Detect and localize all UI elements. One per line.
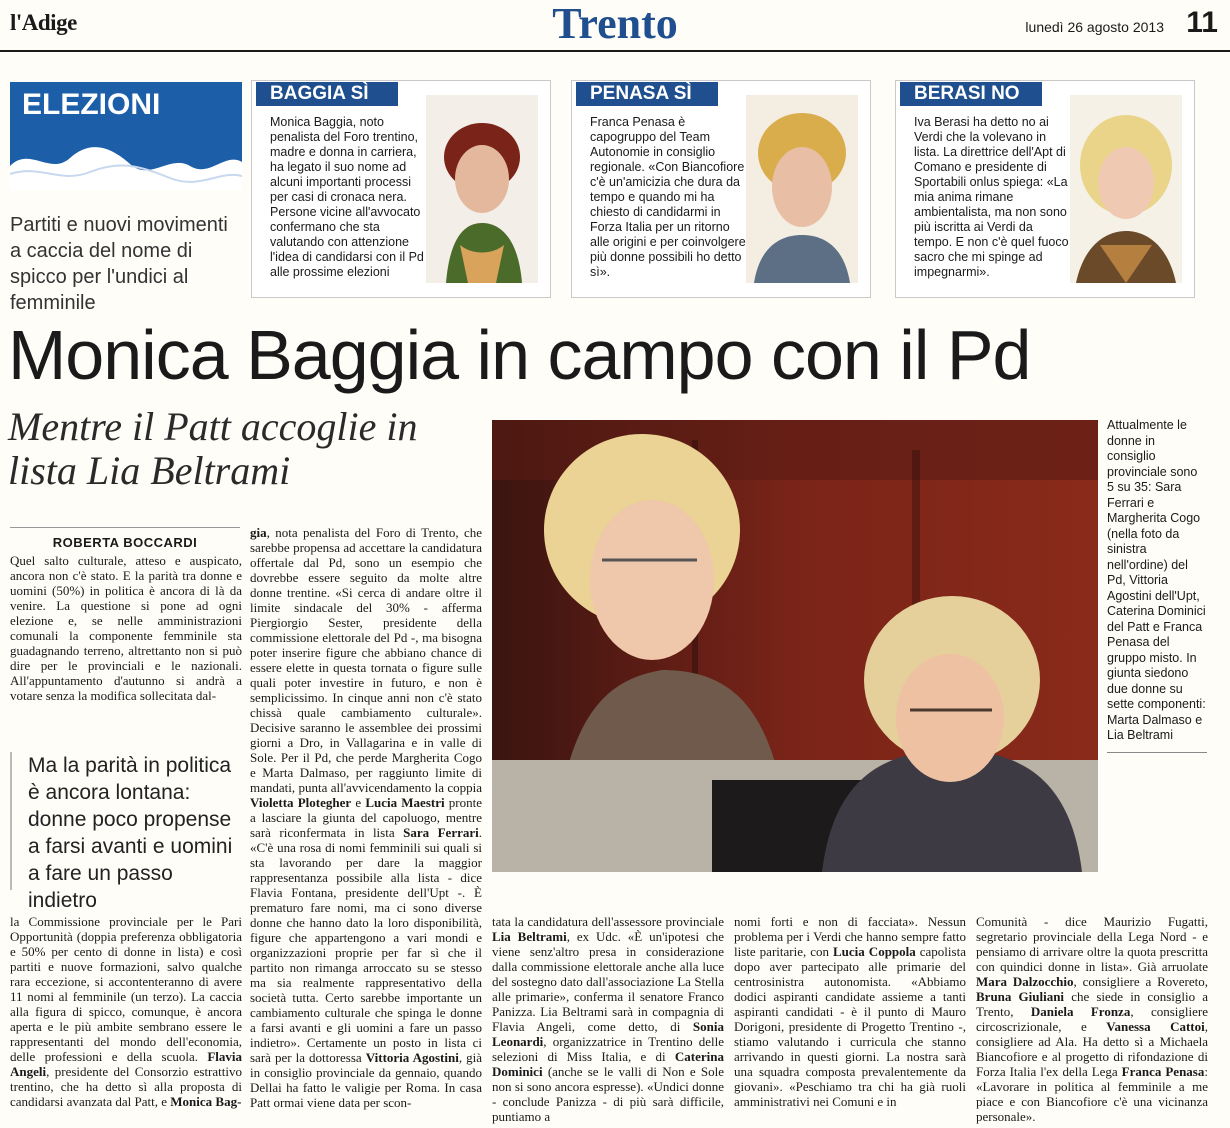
article-photo	[492, 420, 1098, 872]
paragraph: . «C'è una rosa di nomi femminili sui quali si sta lavorando per dare la maggior rappresentanza possibile alla lista - dice Flavia Fontana, presidente dell'Upt -. È prematuro fare nomi, ma ci sono diverse donne che hanno dato la loro disponibilità, figure che appartengono a vari mondi e organizzazioni proprie per far sì che il partito non rimanga arroccato su se stesso ma sia realmente rappresentativo della società tutta. Certo sarebbe importante un cambiamento culturale che spinga le donne a farsi avanti e gli uomini a fare un passo indietro». Certamente un posto in lista ci sarà per la dottoressa	[250, 825, 482, 1065]
paragraph: e	[351, 795, 366, 810]
name-highlight: Monica Bag-	[170, 1094, 242, 1109]
article-headline: Monica Baggia in campo con il Pd	[8, 316, 1031, 394]
section-title: Trento	[552, 0, 678, 48]
caption-rule	[1107, 752, 1207, 753]
name-highlight: Mara Dalzocchio	[976, 974, 1074, 989]
pullquote-rule	[10, 752, 18, 890]
name-highlight: Bruna Giuliani	[976, 989, 1065, 1004]
article-column-4	[734, 914, 966, 1109]
name-highlight: Sonia Leonardi	[492, 1019, 724, 1049]
article-column-2	[250, 525, 482, 1110]
candidate-heading: BAGGIA SÌ	[256, 82, 398, 106]
paragraph: , organizzatrice in Trentino delle selezioni di Miss Italia, e di	[492, 1034, 724, 1064]
name-highlight: gia	[250, 525, 267, 540]
name-highlight: Lucia Maestri	[365, 795, 445, 810]
name-highlight: Violetta Plotegher	[250, 795, 352, 810]
masthead	[0, 0, 1230, 52]
paragraph: , ex Udc. «È un'ipotesi che viene senz'altro presa in considerazione dalla commissione elettorale anche alla luce del sostegno dato dall'associazione La Stella alle primarie», conferma il senatore Franco Panizza. Lia Beltrami sarà in compagnia di Flavia Angeli, come detto, di	[492, 929, 724, 1034]
article-column-1-bottom	[10, 914, 242, 1109]
name-highlight: Flavia Angeli	[10, 1049, 242, 1079]
name-highlight: Caterina Dominici	[492, 1049, 724, 1079]
candidate-text: Monica Baggia, noto penalista del Foro trentino, madre e donna in carriera, ha legato il suo nome ad alcuni importanti processi per casi di cronaca nera. Persone vicine all'avvocato confermano che sta valutando con attenzione l'idea di candidarsi con il Pd alle prossime elezioni	[270, 115, 424, 279]
paragraph: , consigliere a Rovereto,	[1073, 974, 1208, 989]
elezioni-description: Partiti e nuovi movimenti a caccia del nome di spicco per l'undici al femminile	[10, 214, 228, 314]
paragraph: Comunità - dice Maurizio Fugatti, segretario provinciale della Lega Nord - e pensiamo di arrivare oltre la quota prescritta con quindici donne in lista». Già arruolate	[976, 914, 1208, 974]
name-highlight: Vanessa Cattoi	[1106, 1019, 1205, 1034]
candidate-heading: PENASA SÌ	[576, 82, 718, 106]
candidate-heading: BERASI NO	[900, 82, 1042, 106]
candidate-box-penasa	[571, 80, 871, 298]
paragraph: , consigliere ad Ala. Ha detto sì a Michaela Biancofiore e al progetto di rifondazione di Forza Italia l'ex della Lega	[976, 1019, 1208, 1079]
name-highlight: Daniela Fronza	[1030, 1004, 1131, 1019]
portrait-photo-berasi	[1070, 95, 1182, 283]
elezioni-title: ELEZIONI	[22, 88, 161, 121]
paragraph: pronte a lasciare la giunta del capoluogo, mentre sarà riconfermata in lista	[250, 795, 482, 840]
paragraph: : «Lavorare in politica al femminile a me piace e con Biancofiore c'è una vicinanza personale».	[976, 1064, 1208, 1124]
wave-graphic	[10, 136, 242, 190]
paragraph: , già in consiglio provinciale da gennaio, quando Dellai ha fatto le valigie per Roma. In casa Patt ormai viene data per scon-	[250, 1050, 483, 1110]
name-highlight: Lia Beltrami	[492, 929, 567, 944]
page-number: 11	[1186, 6, 1218, 39]
candidate-text: Iva Berasi ha detto no ai Verdi che la volevano in lista. La direttrice dell'Apt di Comano e presidente di Sportabili onlus spiega: «La mia anima rimane ambientalista, ma non sono più iscritta ai Verdi da tempo. E non c'è quel fuoco sacro che mi spinge ad impegnarmi».	[914, 115, 1069, 279]
article-column-3	[492, 914, 724, 1124]
name-highlight: Sara Ferrari	[403, 825, 479, 840]
pullquote: Ma la parità in politica è ancora lontana: donne poco propense a farsi avanti e uomini a fare un passo indietro	[28, 754, 233, 912]
byline-rule	[10, 527, 240, 528]
article-column-5	[976, 914, 1208, 1124]
photo-caption: Attualmente le donne in consiglio provinciale sono 5 su 35: Sara Ferrari e Margherita Cogo (nella foto da sinistra nell'ordine) del Pd, Vittoria Agostini dell'Upt, Caterina Dominici del Patt e Franca Penasa del gruppo misto. In giunta siedono due donne su sette componenti: Marta Dalmaso e Lia Beltrami	[1107, 418, 1206, 742]
paragraph: , consigliere circoscrizionale, e	[976, 1004, 1208, 1034]
byline: ROBERTA BOCCARDI	[52, 535, 198, 550]
paragraph: nomi forti e non di facciata». Nessun problema per i Verdi che hanno sempre fatto liste paritarie, con	[734, 914, 966, 959]
candidate-box-baggia	[251, 80, 551, 298]
name-highlight: Lucia Coppola	[833, 944, 916, 959]
paragraph: , presidente del Consorzio estrattivo trentino, che ha detto sì alla proposta di candidarsi avanzata dal Patt, e	[10, 1064, 242, 1109]
paragraph: , nota penalista del Foro di Trento, che sarebbe propensa ad accettare la candidatura offertale dal Pd, sono un esempio che dovrebbe essere seguito da molte altre donne trentine. «Si cerca di andare oltre il limite sindacale del 30% - afferma Piergiorgio Sester, presidente della commissione elettorale del Pd -, ma bisogna poter inserire figure che abbiano chance di essere elette in questa tornata o figure sulle quali poter investire in futuro, e non è semplicissimo. In cinque anni non c'è stato chissà quale cambiamento culturale». Decisive saranno le assemblee dei prossimi giorni a Dro, in Vallagarina e in valle di Sole. Per il Pd, che perde Margherita Cogo e Marta Dalmaso, per raggiunto limite di mandati, punta all'avvicendamento la coppia	[250, 525, 482, 795]
issue-date: lunedì 26 agosto 2013	[1025, 19, 1164, 35]
paragraph: Quel salto culturale, atteso e auspicato, ancora non c'è stato. E la parità tra donne e uomini (50%) in politica è ancora di là da venire. La questione si pone ad ogni elezione e, se nelle amministrazioni comunali la componente femminile sta guadagnando terreno, altrettanto non si può dire per le provinciali e le nazionali. All'appuntamento d'autunno si andrà a votare senza la modifica sollecitata dal-	[10, 553, 242, 703]
paragraph: tata la candidatura dell'assessore provinciale	[492, 914, 724, 929]
elezioni-banner	[10, 82, 242, 190]
candidate-text: Franca Penasa è capogruppo del Team Autonomie in consiglio regionale. «Con Biancofiore c'è un'amicizia che dura da tempo e quando mi ha chiesto di candidarmi in Forza Italia per un ritorno alle origini e per coinvolgere più donne possibili ho detto sì».	[590, 115, 746, 279]
portrait-photo-baggia	[426, 95, 538, 283]
paragraph: la Commissione provinciale per le Pari Opportunità (doppia preferenza obbligatoria e 50% per cento di donne in lista) e così partiti e nuove formazioni, salvo qualche rara eccezione, si accontenteranno di avere 11 nomi al femminile (un terzo). La caccia alla figura di spicco, comunque, è ancora aperta e le più ambite sembrano essere le rappresentanti del mondo dell'economia, delle professioni e della scuola.	[10, 914, 242, 1064]
candidate-box-berasi	[895, 80, 1195, 298]
paragraph: (anche se le valli di Non e Sole non si sono ancora espresse). «Undici donne - conclude Panizza - di più sarà difficile, puntiamo a	[492, 1064, 724, 1124]
name-highlight: Vittoria Agostini	[365, 1050, 459, 1065]
newspaper-logo: l'Adige	[10, 10, 77, 35]
portrait-photo-penasa	[746, 95, 858, 283]
paragraph: che siede in consiglio a Trento,	[976, 989, 1208, 1019]
article-column-1-top	[10, 553, 242, 703]
paragraph: capolista dopo aver partecipato alle primarie del centrosinistra autonomista. «Abbiamo dodici aspiranti candidate assieme a tanti aspiranti candidati - è il punto di Mauro Dorigoni, presidente di Progetto Trentino -, stiamo valutando i curricula che stanno arrivando in questi giorni. La nostra sarà una squadra composta prevalentemente da giovani». «Peschiamo tra chi ha già ruoli amministrativi nei Comuni e in	[734, 944, 966, 1109]
name-highlight: Franca Penasa	[1121, 1064, 1205, 1079]
article-subheadline: Mentre il Patt accoglie in lista Lia Beltrami	[8, 404, 418, 493]
